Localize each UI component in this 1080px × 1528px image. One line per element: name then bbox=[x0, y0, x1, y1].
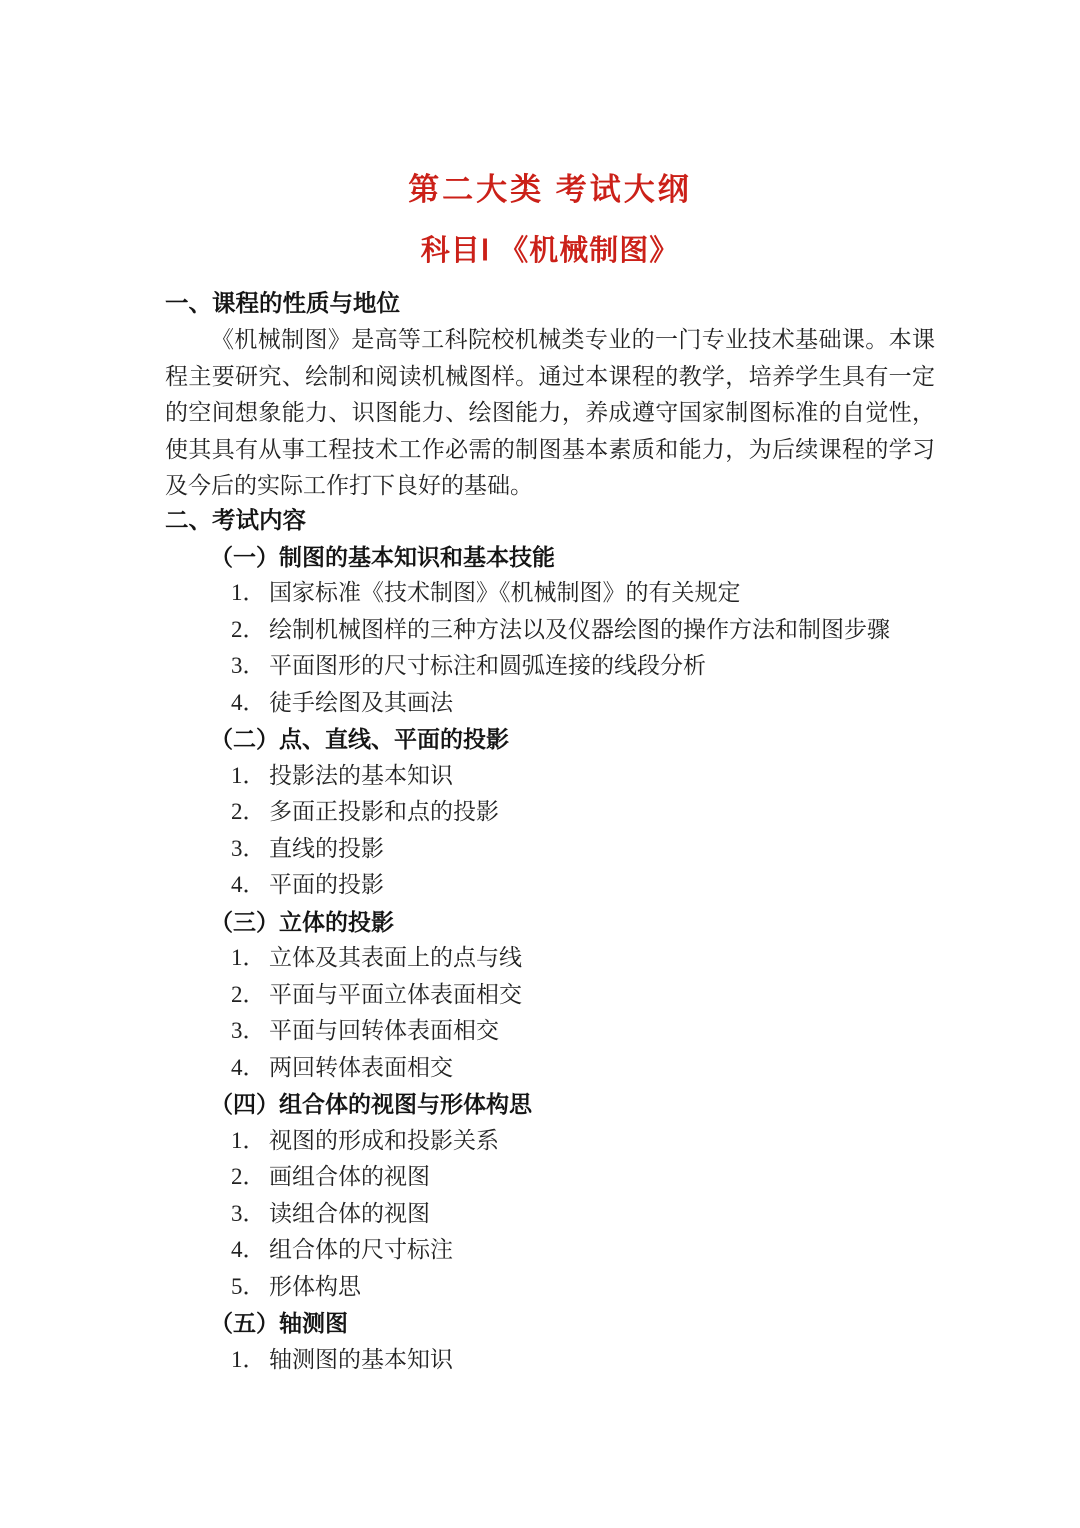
list-item bbox=[231, 977, 935, 1014]
item-number: 3． bbox=[231, 1018, 266, 1043]
item-number: 1． bbox=[231, 1346, 266, 1372]
subsection-heading: （五）轴测图 bbox=[210, 1310, 348, 1336]
list-item bbox=[231, 1232, 935, 1269]
item-text: 形体构思 bbox=[269, 1273, 361, 1299]
list-item bbox=[231, 1196, 935, 1233]
list-item bbox=[231, 940, 935, 977]
section-heading-course-nature: 一、课程的性质与地位 bbox=[165, 290, 400, 316]
item-number: 1． bbox=[231, 945, 266, 970]
item-text: 投影法的基本知识 bbox=[269, 762, 453, 788]
list-item bbox=[231, 794, 935, 831]
subsection-heading: （三）立体的投影 bbox=[210, 908, 394, 935]
subsection-heading: （一）制图的基本知识和基本技能 bbox=[210, 543, 555, 570]
item-text: 画组合体的视图 bbox=[269, 1164, 430, 1189]
item-number: 1． bbox=[231, 762, 266, 788]
item-number: 4． bbox=[231, 872, 266, 897]
item-number: 1． bbox=[231, 1127, 266, 1153]
list-item bbox=[231, 1269, 935, 1306]
list-item bbox=[231, 831, 935, 868]
item-text: 国家标准《技术制图》《机械制图》的有关规定 bbox=[269, 580, 741, 605]
item-number: 3． bbox=[231, 835, 266, 861]
item-number: 3． bbox=[231, 653, 266, 678]
list-item bbox=[231, 1159, 935, 1196]
list-item bbox=[231, 685, 935, 722]
list-item bbox=[231, 1123, 935, 1160]
list-item bbox=[231, 1050, 935, 1087]
item-text: 平面图形的尺寸标注和圆弧连接的线段分析 bbox=[269, 653, 706, 678]
item-text: 多面正投影和点的投影 bbox=[269, 799, 499, 824]
list-item bbox=[231, 648, 935, 685]
list-item bbox=[231, 1013, 935, 1050]
item-text: 直线的投影 bbox=[269, 835, 384, 861]
item-text: 视图的形成和投影关系 bbox=[269, 1127, 499, 1153]
item-text: 组合体的尺寸标注 bbox=[269, 1237, 453, 1262]
doc-title: 第二大类 考试大纲 bbox=[408, 172, 692, 207]
item-number: 4． bbox=[231, 689, 266, 715]
item-text: 轴测图的基本知识 bbox=[269, 1346, 453, 1372]
list-item bbox=[231, 758, 935, 795]
subsection-heading: （四）组合体的视图与形体构思 bbox=[210, 1091, 532, 1117]
item-text: 绘制机械图样的三种方法以及仪器绘图的操作方法和制图步骤 bbox=[269, 616, 890, 642]
item-text: 读组合体的视图 bbox=[269, 1200, 430, 1226]
item-number: 4． bbox=[231, 1237, 266, 1262]
course-description-paragraph: 《机械制图》是高等工科院校机械类专业的一门专业技术基础课。本课程主要研究、绘制和阅读机械图样。通过本课程的教学，培养学生具有一定的空间想象能力、识图能力、绘图能力，养成遵守国家制图标准的自觉性，使其具有从事工程技术工作必需的制图基本素质和能力，为后续课程的学习及今后的实际工作打下良好的基础。 bbox=[165, 327, 935, 498]
item-number: 3． bbox=[231, 1200, 266, 1226]
item-number: 2． bbox=[231, 1164, 266, 1189]
list-item bbox=[231, 612, 935, 649]
item-text: 平面与平面立体表面相交 bbox=[269, 981, 522, 1007]
item-number: 4． bbox=[231, 1054, 266, 1080]
subsection-heading: （二）点、直线、平面的投影 bbox=[210, 726, 509, 752]
item-text: 平面与回转体表面相交 bbox=[269, 1018, 499, 1043]
list-item bbox=[231, 575, 935, 612]
item-text: 徒手绘图及其画法 bbox=[269, 689, 453, 715]
item-number: 2． bbox=[231, 981, 266, 1007]
item-number: 2． bbox=[231, 616, 266, 642]
item-number: 1． bbox=[231, 580, 266, 605]
subsections bbox=[165, 539, 935, 1379]
item-text: 两回转体表面相交 bbox=[269, 1054, 453, 1080]
item-text: 立体及其表面上的点与线 bbox=[269, 945, 522, 970]
item-number: 5． bbox=[231, 1273, 266, 1299]
item-number: 2． bbox=[231, 799, 266, 824]
section-heading-exam-content: 二、考试内容 bbox=[165, 506, 306, 533]
doc-subtitle: 科目Ⅰ 《机械制图》 bbox=[420, 235, 680, 267]
list-item bbox=[231, 1342, 935, 1379]
item-text: 平面的投影 bbox=[269, 872, 384, 897]
list-item bbox=[231, 867, 935, 904]
